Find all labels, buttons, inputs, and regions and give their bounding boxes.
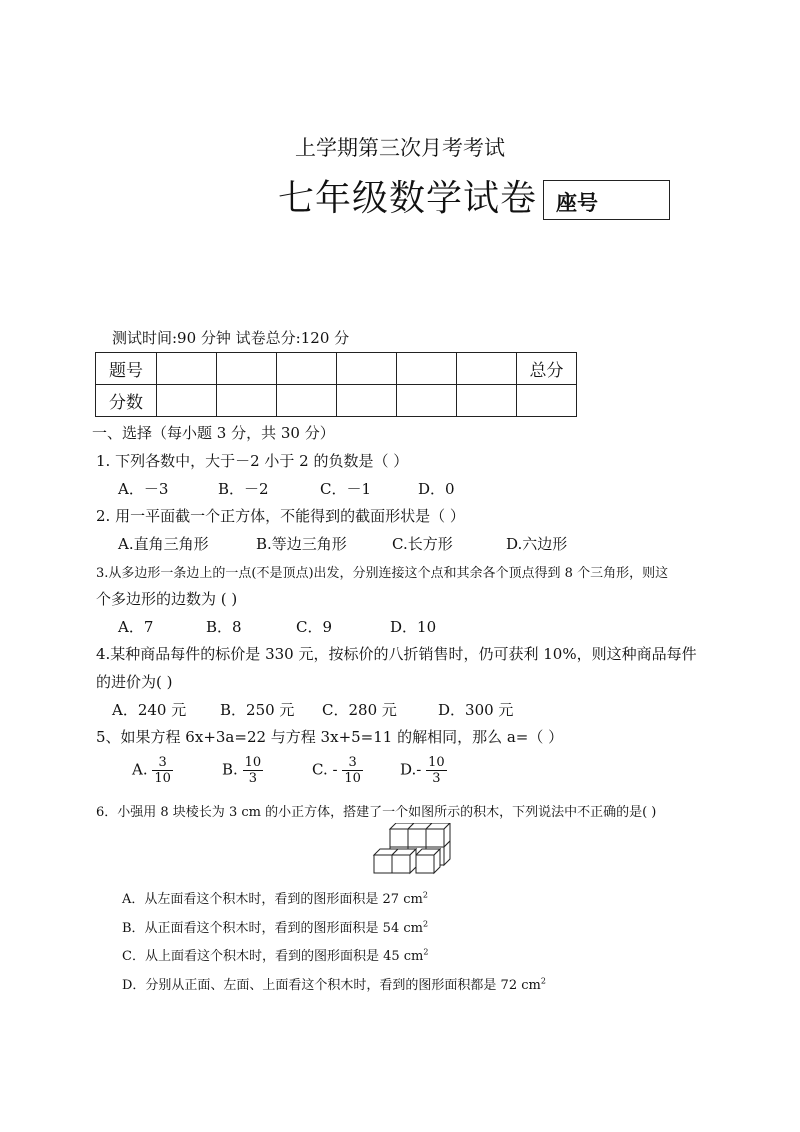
fraction-denominator: 10 [154, 771, 171, 786]
question-4-option-a: A．240 元 [112, 701, 187, 719]
fraction-numerator: 10 [428, 755, 445, 770]
question-3-option-c: C．9 [296, 618, 333, 636]
score-cell [217, 385, 277, 417]
fraction-numerator: 3 [342, 755, 363, 771]
exam-subtitle: 上学期第三次月考考试 [295, 136, 505, 160]
unit-exponent: 2 [423, 947, 429, 957]
question-2-option-a: A.直角三角形 [118, 535, 209, 553]
question-6-option-a [122, 888, 428, 907]
option-text: C．从上面看这个积木时，看到的图形面积是 45 cm [122, 949, 424, 964]
option-text: A．从左面看这个积木时，看到的图形面积是 27 cm [122, 892, 423, 907]
section-heading: 一、选择（每小题 3 分，共 30 分） [92, 424, 335, 442]
question-4-stem-line2: 的进价为( ) [96, 673, 173, 691]
score-cell [397, 385, 457, 417]
fraction-denominator: 3 [248, 771, 257, 786]
option-text: D．分别从正面、左面、上面看这个积木时，看到的图形面积都是 72 cm [122, 978, 541, 993]
score-cell [457, 353, 517, 385]
score-table [95, 352, 577, 417]
question-5-option-b [222, 755, 263, 786]
question-3-option-d: D．10 [390, 618, 437, 636]
fraction [342, 755, 363, 786]
question-4-stem-line1: 4.某种商品每件的标价是 330 元，按标价的八折销售时，仍可获利 10%，则这种商品每件 [96, 645, 697, 663]
question-6-stem: 6．小强用 8 块棱长为 3 cm 的小正方体，搭建了一个如图所示的积木，下列说法中不正确的是( ) [96, 805, 657, 820]
question-2-stem: 2. 用一平面截一个正方体，不能得到的截面形状是（ ） [96, 507, 465, 525]
unit-exponent: 2 [422, 890, 428, 900]
question-5-stem: 5、如果方程 6x+3a=22 与方程 3x+5=11 的解相同，那么 a=（ ） [96, 728, 564, 746]
score-cell [337, 385, 397, 417]
fraction [426, 755, 447, 786]
question-2-option-b: B.等边三角形 [256, 535, 347, 553]
fraction [243, 755, 264, 786]
score-cell [277, 353, 337, 385]
seat-number-box [543, 180, 670, 220]
exam-info: 测试时间:90 分钟 试卷总分:120 分 [112, 329, 350, 347]
question-6-option-c [122, 945, 428, 964]
question-1-option-c: C．－1 [320, 480, 372, 498]
unit-exponent: 2 [422, 919, 429, 929]
question-1-option-d: D．0 [418, 480, 455, 498]
cube-face [390, 829, 408, 847]
option-text: B．从正面看这个积木时，看到的图形面积是 54 cm [122, 921, 423, 936]
exam-title: 七年级数学试卷 [278, 178, 538, 219]
score-cell [397, 353, 457, 385]
question-4-option-c: C．280 元 [322, 701, 397, 719]
question-2-option-c: C.长方形 [392, 535, 453, 553]
score-cell [337, 353, 397, 385]
option-prefix: D.- [400, 760, 422, 779]
question-1-option-a: A．－3 [118, 480, 169, 498]
question-number-label: 题号 [96, 353, 157, 385]
score-cell [157, 353, 217, 385]
cube-face [426, 829, 444, 847]
cube-face [416, 855, 434, 873]
fraction-numerator: 3 [152, 755, 173, 771]
score-cell [157, 385, 217, 417]
question-3-stem-line2: 个多边形的边数为 ( ) [96, 590, 238, 608]
fraction-numerator: 10 [244, 755, 262, 770]
score-table-row-score [96, 385, 577, 417]
score-cell [457, 385, 517, 417]
score-table-row-question [96, 353, 577, 385]
question-3-stem-line1: 3.从多边形一条边上的一点(不是顶点)出发，分别连接这个点和其余各个顶点得到 8 个三角形，则这 [96, 566, 669, 581]
question-1-stem: 1. 下列各数中，大于－2 小于 2 的负数是（ ） [96, 452, 409, 470]
score-cell [517, 385, 577, 417]
cube-face [408, 829, 426, 847]
question-4-option-b: B．250 元 [220, 701, 295, 719]
question-6-option-d [122, 974, 546, 993]
fraction-denominator: 10 [344, 771, 361, 786]
question-4-option-d: D．300 元 [438, 701, 514, 719]
option-prefix: A. [132, 760, 148, 779]
score-label: 分数 [96, 385, 157, 417]
total-score-label: 总分 [517, 353, 577, 385]
score-cell [217, 353, 277, 385]
question-5-option-d [400, 755, 447, 786]
question-5-option-a [132, 755, 173, 786]
cube-stack-figure [370, 823, 466, 879]
question-3-option-a: A．7 [118, 618, 154, 636]
question-2-option-d: D.六边形 [506, 535, 568, 553]
score-cell [277, 385, 337, 417]
fraction [152, 755, 173, 786]
question-5-option-c [312, 755, 363, 786]
option-prefix: C. - [312, 760, 338, 779]
question-1-option-b: B．－2 [218, 480, 269, 498]
unit-exponent: 2 [540, 976, 546, 986]
question-3-option-b: B．8 [206, 618, 242, 636]
cube-face [374, 855, 392, 873]
option-prefix: B. [222, 760, 238, 779]
question-6-option-b [122, 917, 428, 936]
seat-number-label: 座号 [556, 191, 598, 215]
cube-face [392, 855, 410, 873]
fraction-denominator: 3 [432, 771, 441, 786]
